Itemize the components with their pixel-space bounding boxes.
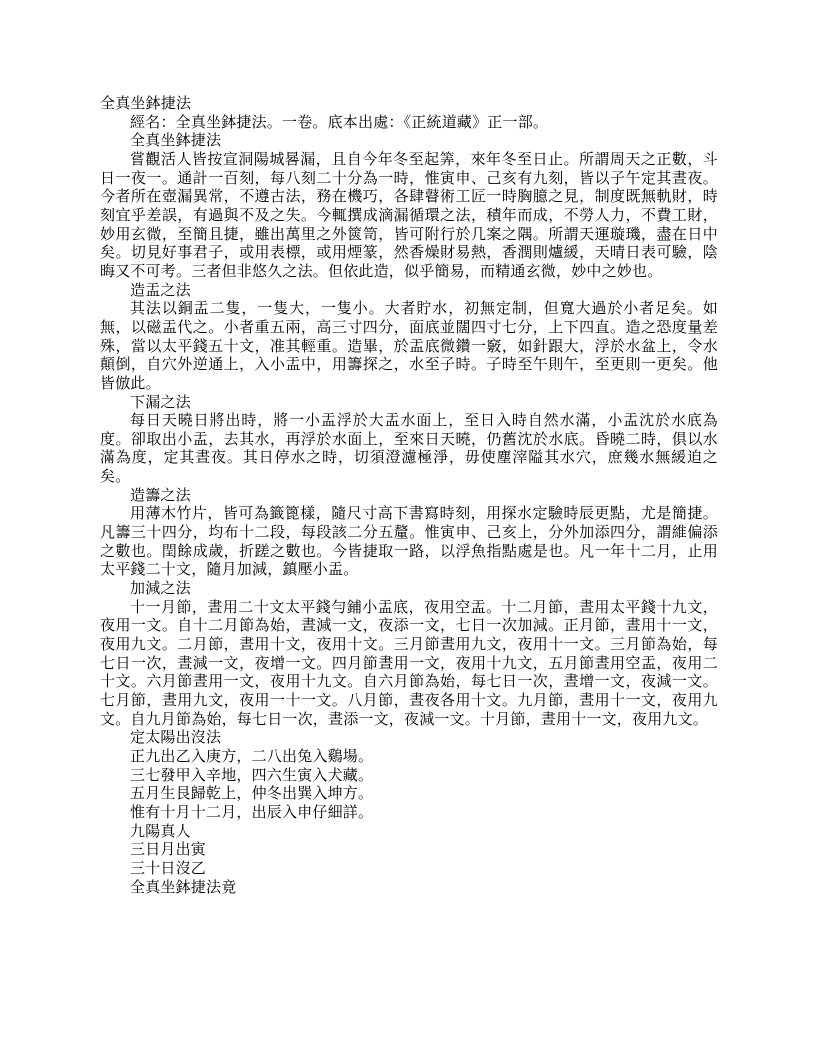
poem-line: 正九出乙入庚方，二八出兔入鷄場。: [130, 748, 374, 765]
document-title: 全真坐鉢捷法: [100, 96, 192, 112]
section-body-make-bowl: 其法以銅盂二隻，一隻大，一隻小。大者貯水，初無定制，但寬大過於小者足矣。如無，以磁盂代之。小者重五兩，高三寸四分，面底並闊四寸七分，上下四直。造之恐度量差殊，當以太平錢五十文，准其輕重。造畢，於盂底微鑽一竅，如針跟大，浮於水盆上，令水顛倒，自穴外逆通上，入小盂中，用籌探之，水至子時。子時至午則午，至更則一更矣。他皆倣此。: [100, 301, 718, 392]
meta-line: 經名：全真坐鉢捷法。一卷。底本出處：《正統道藏》正一部。: [130, 114, 549, 131]
intro-paragraph: 嘗觀活人皆按宣洞陽城晷漏，且自今年冬至起筭，來年冬至日止。所謂周天之正數，斗日一夜一。通計一百刻，每八刻二十分為一時，惟寅申、己亥有九刻，皆以子午定其晝夜。今者所在壺漏異常，不遵古法，務在機巧，各肆瞽術工匠一時胸臆之見，制度既無軌財，時刻宜乎差誤，有過與不及之失。今輒撰成滴漏循環之法，積年而成，不勞人力，不費工財，妙用玄微，至簡且捷，雖出萬里之外篋笥，皆可附行於几案之隅。所謂天運璇璣，盡在日中矣。切見好事君子，或用表標，或用煙篆，然香燥財易熱，香潤則爐緩，天晴日表可驗，陰晦又不可考。三者但非悠久之法。但依此造，似乎簡易，而精通玄微，妙中之妙也。: [100, 151, 718, 280]
text-block: [100, 95, 718, 897]
section-heading-dripping: 下漏之法: [130, 394, 191, 411]
colophon-end: 全真坐鉢捷法竟: [130, 879, 237, 896]
section-heading-sunrise-sunset: 定太陽出沒法: [130, 730, 222, 747]
poem-line: 五月生艮歸乾上，仲冬出巽入坤方。: [130, 786, 374, 803]
document-subtitle: 全真坐鉢捷法: [130, 133, 222, 150]
section-heading-make-bowl: 造盂之法: [130, 282, 191, 299]
colophon-line: 三十日沒乙: [130, 860, 207, 877]
section-body-add-subtract: 十一月節，晝用二十文太平錢勻鋪小盂底，夜用空盂。十二月節，晝用太平錢十九文，夜用一文。自十二月節為始，晝減一文，夜添一文，七日一次加減。正月節，晝用十一文，夜用九文。二月節，晝用十文，夜用十文。三月節晝用九文，夜用十一文。三月節為始，每七日一次，晝減一文，夜增一文。四月節晝用一文，夜用十九文，五月節晝用空盂，夜用二十文。六月節晝用一文，夜用十九文。自六月節為始，每七日一次，晝增一文，夜減一文。七月節，晝用九文，夜用一十一文。八月節，晝夜各用十文。九月節，晝用十一文，夜用九文。自九月節為始，每七日一次，晝添一文，夜減一文。十月節，晝用十一文，夜用九文。: [100, 599, 718, 728]
poem-line: 三七發甲入辛地，四六生寅入犬藏。: [130, 767, 374, 784]
section-heading-make-tally: 造籌之法: [130, 487, 191, 504]
colophon-author: 九陽真人: [130, 823, 191, 840]
section-body-dripping: 每日天曉日將出時，將一小盂浮於大盂水面上，至日入時自然水滿，小盂沈於水底為度。卻取出小盂，去其水，再浮於水面上，至來日天曉，仍舊沈於水底。昏曉二時，俱以水滿為度，定其晝夜。其日停水之時，切須澄濾極淨，毋使塵滓隘其水穴，庶幾水無緩迫之矣。: [100, 413, 718, 486]
colophon-line: 三日月出寅: [130, 842, 207, 859]
section-body-make-tally: 用薄木竹片，皆可為籤篦樣，隨尺寸高下書寫時刻，用探水定驗時辰更點，尤是簡捷。凡籌三十四分，均布十二段，每段該二分五釐。惟寅申、己亥上，分外加添四分，謂維偏添之數也。閏餘成歲，折蹉之數也。今皆捷取一路，以浮魚指點處是也。凡一年十二月，止用太平錢二十文，隨月加減，鎮壓小盂。: [100, 506, 718, 579]
poem-line: 惟有十月十二月，出辰入申仔細詳。: [130, 804, 374, 821]
section-heading-add-subtract: 加減之法: [130, 581, 191, 598]
